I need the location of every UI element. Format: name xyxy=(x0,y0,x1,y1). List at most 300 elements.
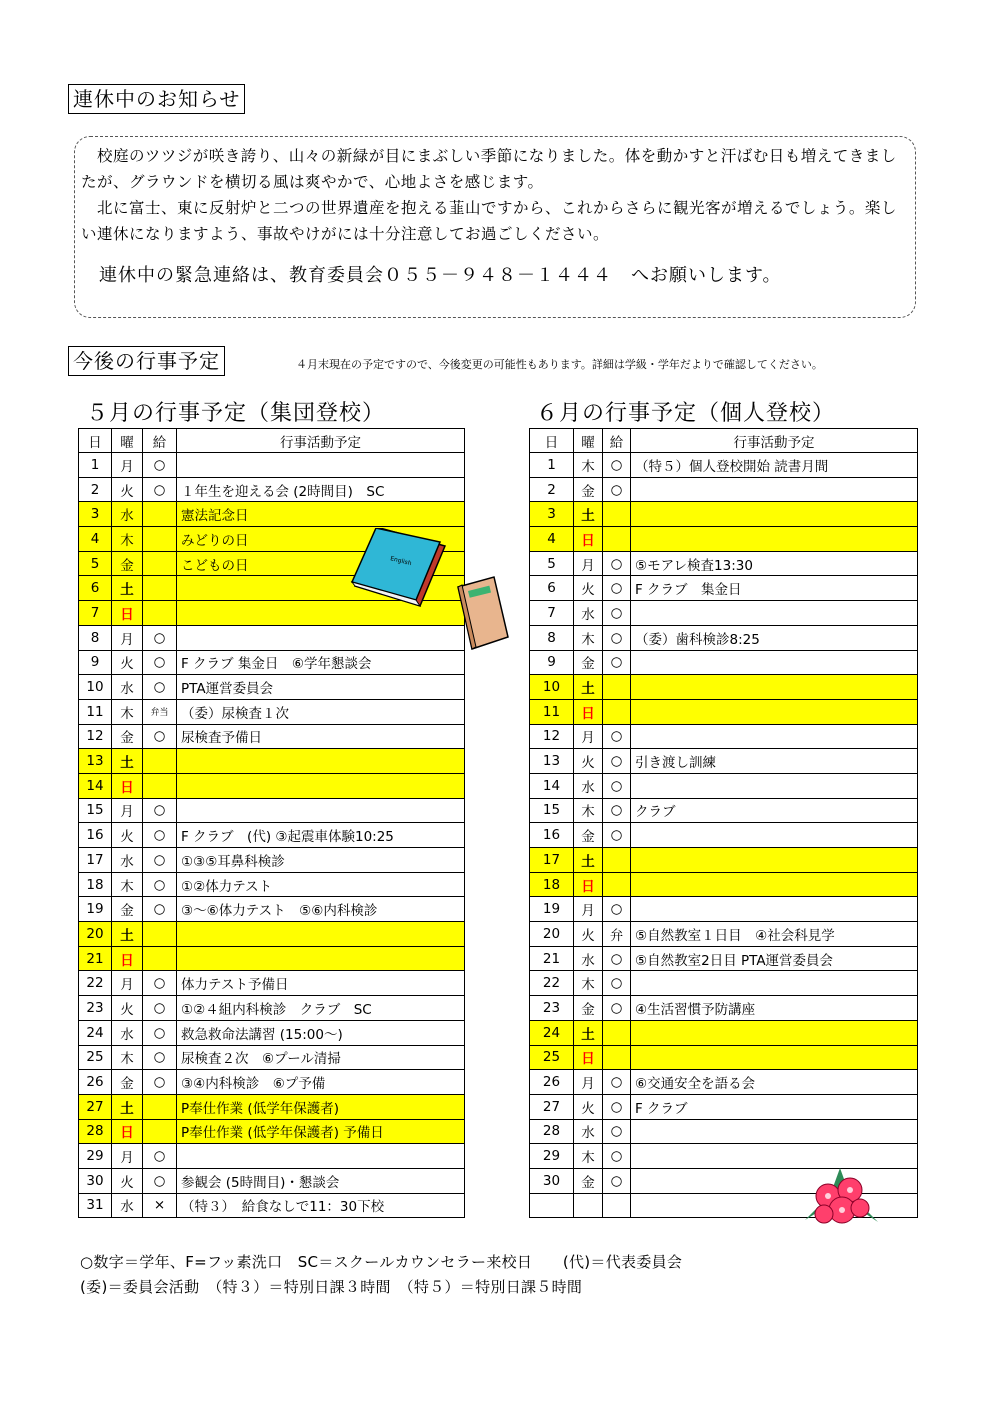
day-cell: 18 xyxy=(530,872,574,897)
day-cell: 6 xyxy=(530,576,574,601)
table-row xyxy=(530,971,918,996)
lunch-cell: ○ xyxy=(143,996,177,1021)
table-row xyxy=(530,749,918,774)
activity-cell: ⑥交通安全を語る会 xyxy=(631,1070,918,1095)
table-row xyxy=(79,1119,465,1144)
activity-cell xyxy=(631,699,918,724)
table-row xyxy=(530,946,918,971)
weekday-cell: 金 xyxy=(112,724,143,749)
table-row xyxy=(530,551,918,576)
day-cell: 11 xyxy=(530,699,574,724)
lunch-cell: ○ xyxy=(143,453,177,478)
day-cell: 21 xyxy=(530,946,574,971)
day-cell: 22 xyxy=(530,971,574,996)
activity-cell: F クラブ xyxy=(631,1094,918,1119)
activity-cell: F クラブ 集金日 xyxy=(631,576,918,601)
lunch-cell: ○ xyxy=(603,823,631,848)
weekday-cell: 日 xyxy=(112,1119,143,1144)
weekday-cell: 水 xyxy=(112,502,143,527)
day-cell: 19 xyxy=(79,897,112,922)
lunch-cell xyxy=(603,502,631,527)
day-cell: 25 xyxy=(79,1045,112,1070)
june-title: ６月の行事予定（個人登校） xyxy=(536,401,836,426)
table-row xyxy=(530,502,918,527)
lunch-cell: ○ xyxy=(143,872,177,897)
table-row xyxy=(530,1045,918,1070)
activity-cell: PTA運営委員会 xyxy=(177,675,465,700)
day-cell: 28 xyxy=(79,1119,112,1144)
activity-cell xyxy=(631,477,918,502)
day-cell: 10 xyxy=(79,675,112,700)
lunch-cell: ○ xyxy=(143,1144,177,1169)
activity-cell: ①②体力テスト xyxy=(177,872,465,897)
notice-title: 連休中のお知らせ xyxy=(68,84,245,114)
weekday-cell: 木 xyxy=(574,625,603,650)
day-cell: 20 xyxy=(79,922,112,947)
weekday-cell: 土 xyxy=(574,502,603,527)
day-cell: 29 xyxy=(530,1144,574,1169)
table-row xyxy=(530,848,918,873)
legend-line-2: (委)＝委員会活動 （特３）＝特別日課３時間 （特５）＝特別日課５時間 xyxy=(80,1278,583,1296)
lunch-cell xyxy=(143,527,177,552)
table-header-row xyxy=(79,429,465,453)
day-cell: 5 xyxy=(79,551,112,576)
activity-cell xyxy=(631,1045,918,1070)
activity-cell: （委）歯科検診8:25 xyxy=(631,625,918,650)
activity-cell: 救急救命法講習 (15:00～) xyxy=(177,1020,465,1045)
day-cell: 8 xyxy=(530,625,574,650)
weekday-cell: 月 xyxy=(112,798,143,823)
weekday-cell: 土 xyxy=(574,675,603,700)
activity-cell: （特５）個人登校開始 読書月間 xyxy=(631,453,918,478)
table-row xyxy=(530,1119,918,1144)
weekday-cell: 金 xyxy=(112,1070,143,1095)
lunch-cell xyxy=(143,922,177,947)
day-cell: 14 xyxy=(530,773,574,798)
activity-cell xyxy=(631,1119,918,1144)
weekday-cell: 金 xyxy=(574,996,603,1021)
table-row xyxy=(79,922,465,947)
lunch-cell: ○ xyxy=(603,1094,631,1119)
lunch-cell xyxy=(143,601,177,626)
weekday-cell: 金 xyxy=(112,897,143,922)
activity-cell xyxy=(177,798,465,823)
day-cell: 20 xyxy=(530,922,574,947)
header-weekday: 曜 xyxy=(112,429,143,453)
table-row xyxy=(530,773,918,798)
day-cell: 30 xyxy=(79,1168,112,1193)
lunch-cell: ○ xyxy=(603,601,631,626)
lunch-cell: ○ xyxy=(143,650,177,675)
day-cell: 31 xyxy=(79,1193,112,1218)
activity-cell xyxy=(631,502,918,527)
lunch-cell: ○ xyxy=(143,1020,177,1045)
weekday-cell: 水 xyxy=(574,601,603,626)
day-cell: 27 xyxy=(79,1094,112,1119)
day-cell: 3 xyxy=(79,502,112,527)
weekday-cell: 月 xyxy=(574,897,603,922)
lunch-cell: ○ xyxy=(143,625,177,650)
day-cell: 2 xyxy=(79,477,112,502)
lunch-cell: ○ xyxy=(603,453,631,478)
lunch-cell: ○ xyxy=(603,1119,631,1144)
weekday-cell: 土 xyxy=(574,848,603,873)
day-cell: 24 xyxy=(530,1020,574,1045)
weekday-cell: 水 xyxy=(112,848,143,873)
weekday-cell: 日 xyxy=(574,699,603,724)
day-cell: 13 xyxy=(79,749,112,774)
weekday-cell: 水 xyxy=(574,773,603,798)
notice-paragraph-1: 校庭のツツジが咲き誇り、山々の新緑が目にまぶしい季節になりました。体を動かすと汗ばむ日も増えてきましたが、グラウンドを横切る風は爽やかで、心地よさを感じます。 xyxy=(81,147,897,191)
weekday-cell: 木 xyxy=(112,527,143,552)
lunch-cell: ○ xyxy=(143,897,177,922)
table-row xyxy=(79,897,465,922)
lunch-cell xyxy=(603,1045,631,1070)
activity-cell: 参観会 (5時間目)・懇談会 xyxy=(177,1168,465,1193)
lunch-cell xyxy=(143,1094,177,1119)
day-cell: 1 xyxy=(530,453,574,478)
activity-cell: １年生を迎える会 (2時間目) SC xyxy=(177,477,465,502)
weekday-cell: 土 xyxy=(112,749,143,774)
lunch-cell xyxy=(603,872,631,897)
activity-cell: （委）尿検査１次 xyxy=(177,699,465,724)
weekday-cell: 日 xyxy=(112,946,143,971)
weekday-cell: 木 xyxy=(112,1045,143,1070)
weekday-cell: 水 xyxy=(574,946,603,971)
weekday-cell: 土 xyxy=(112,576,143,601)
table-row xyxy=(530,527,918,552)
table-row xyxy=(79,946,465,971)
day-cell: 19 xyxy=(530,897,574,922)
lunch-cell: ○ xyxy=(603,1144,631,1169)
lunch-cell: ○ xyxy=(603,773,631,798)
activity-cell: ④生活習慣予防講座 xyxy=(631,996,918,1021)
weekday-cell: 火 xyxy=(112,477,143,502)
weekday-cell: 木 xyxy=(574,798,603,823)
day-cell: 8 xyxy=(79,625,112,650)
table-row xyxy=(530,625,918,650)
day-cell: 23 xyxy=(79,996,112,1021)
activity-cell: 尿検査２次 ⑥プール清掃 xyxy=(177,1045,465,1070)
lunch-cell: ○ xyxy=(603,798,631,823)
table-row xyxy=(79,1193,465,1218)
may-title: ５月の行事予定（集団登校） xyxy=(86,401,386,426)
weekday-cell: 日 xyxy=(574,1045,603,1070)
weekday-cell: 日 xyxy=(112,773,143,798)
weekday-cell: 金 xyxy=(574,650,603,675)
lunch-cell xyxy=(603,675,631,700)
june-schedule-table xyxy=(529,428,918,1218)
day-cell: 9 xyxy=(530,650,574,675)
weekday-cell: 水 xyxy=(574,1119,603,1144)
weekday-cell: 土 xyxy=(574,1020,603,1045)
activity-cell xyxy=(631,1020,918,1045)
activity-cell xyxy=(631,848,918,873)
table-row xyxy=(79,996,465,1021)
weekday-cell: 日 xyxy=(574,527,603,552)
day-cell: 1 xyxy=(79,453,112,478)
azalea-flower-illustration xyxy=(800,1160,882,1232)
notice-box xyxy=(74,136,916,318)
table-row xyxy=(530,823,918,848)
table-row xyxy=(79,650,465,675)
table-row xyxy=(530,724,918,749)
lunch-cell: ○ xyxy=(603,551,631,576)
lunch-cell xyxy=(143,502,177,527)
activity-cell xyxy=(631,601,918,626)
table-row xyxy=(79,1094,465,1119)
day-cell: 7 xyxy=(530,601,574,626)
activity-cell: 憲法記念日 xyxy=(177,502,465,527)
activity-cell xyxy=(177,946,465,971)
activity-cell: ③～⑥体力テスト ⑤⑥内科検診 xyxy=(177,897,465,922)
table-row xyxy=(79,724,465,749)
day-cell: 7 xyxy=(79,601,112,626)
weekday-cell: 金 xyxy=(574,477,603,502)
lunch-cell xyxy=(603,699,631,724)
table-row xyxy=(530,996,918,1021)
table-row xyxy=(79,823,465,848)
weekday-cell: 火 xyxy=(112,823,143,848)
weekday-cell: 月 xyxy=(112,625,143,650)
weekday-cell: 月 xyxy=(112,453,143,478)
activity-cell: ⑤自然教室１日目 ④社会科見学 xyxy=(631,922,918,947)
lunch-cell: ○ xyxy=(143,823,177,848)
day-cell: 15 xyxy=(79,798,112,823)
table-row xyxy=(79,675,465,700)
activity-cell xyxy=(177,922,465,947)
activity-cell: F クラブ (代) ③起震車体験10:25 xyxy=(177,823,465,848)
header-day: 日 xyxy=(530,429,574,453)
table-row xyxy=(530,1070,918,1095)
day-cell: 26 xyxy=(530,1070,574,1095)
table-row xyxy=(79,872,465,897)
table-row xyxy=(79,477,465,502)
table-row xyxy=(530,650,918,675)
lunch-cell: ○ xyxy=(143,1045,177,1070)
lunch-cell: ○ xyxy=(603,1168,631,1193)
weekday-cell: 土 xyxy=(112,1094,143,1119)
header-lunch: 給 xyxy=(603,429,631,453)
weekday-cell: 火 xyxy=(574,576,603,601)
day-cell: 21 xyxy=(79,946,112,971)
table-row xyxy=(79,848,465,873)
activity-cell: ①②４組内科検診 クラブ SC xyxy=(177,996,465,1021)
lunch-cell xyxy=(143,576,177,601)
weekday-cell: 火 xyxy=(112,1168,143,1193)
notice-paragraph-2: 北に富士、東に反射炉と二つの世界遺産を抱える韮山ですから、これからさらに観光客が増えるでしょう。楽しい連休になりますよう、事故やけがには十分注意してお過ごしください。 xyxy=(81,199,897,243)
book-illustration-2 xyxy=(452,575,512,655)
lunch-cell: ○ xyxy=(143,1168,177,1193)
day-cell: 14 xyxy=(79,773,112,798)
weekday-cell: 水 xyxy=(112,1193,143,1218)
weekday-cell: 月 xyxy=(112,971,143,996)
day-cell: 12 xyxy=(530,724,574,749)
activity-cell: クラブ xyxy=(631,798,918,823)
lunch-cell: 弁当 xyxy=(143,699,177,724)
day-cell: 26 xyxy=(79,1070,112,1095)
activity-cell: （特３） 給食なしで11：30下校 xyxy=(177,1193,465,1218)
day-cell: 28 xyxy=(530,1119,574,1144)
lunch-cell xyxy=(143,773,177,798)
lunch-cell: ○ xyxy=(143,675,177,700)
table-row xyxy=(530,872,918,897)
day-cell: 30 xyxy=(530,1168,574,1193)
activity-cell xyxy=(631,650,918,675)
lunch-cell xyxy=(143,551,177,576)
events-title: 今後の行事予定 xyxy=(68,346,225,376)
lunch-cell: ○ xyxy=(603,724,631,749)
day-cell: 4 xyxy=(530,527,574,552)
day-cell: 12 xyxy=(79,724,112,749)
lunch-cell: ○ xyxy=(603,971,631,996)
table-row xyxy=(530,477,918,502)
table-row xyxy=(530,1020,918,1045)
activity-cell xyxy=(631,897,918,922)
weekday-cell: 土 xyxy=(112,922,143,947)
table-row xyxy=(79,1070,465,1095)
activity-cell: ⑤モアレ検査13:30 xyxy=(631,551,918,576)
lunch-cell: ○ xyxy=(603,576,631,601)
table-row xyxy=(79,1045,465,1070)
weekday-cell: 月 xyxy=(574,551,603,576)
weekday-cell: 木 xyxy=(574,971,603,996)
activity-cell xyxy=(177,625,465,650)
day-cell: 23 xyxy=(530,996,574,1021)
book-cover-text: English xyxy=(389,555,413,568)
day-cell: 17 xyxy=(530,848,574,873)
weekday-cell: 水 xyxy=(112,1020,143,1045)
weekday-cell: 火 xyxy=(112,996,143,1021)
table-row xyxy=(79,1168,465,1193)
weekday-cell: 木 xyxy=(112,872,143,897)
activity-cell xyxy=(177,1144,465,1169)
lunch-cell: ○ xyxy=(143,798,177,823)
weekday-cell: 火 xyxy=(112,650,143,675)
events-note: ４月末現在の予定ですので、今後変更の可能性もあります。詳細は学級・学年だよりで確認してください。 xyxy=(296,358,823,371)
activity-cell: こどもの日 xyxy=(177,551,465,576)
day-cell: 25 xyxy=(530,1045,574,1070)
weekday-cell: 金 xyxy=(574,823,603,848)
lunch-cell: ○ xyxy=(603,1070,631,1095)
table-row xyxy=(79,1144,465,1169)
weekday-cell: 火 xyxy=(574,749,603,774)
day-cell: 9 xyxy=(79,650,112,675)
weekday-cell: 日 xyxy=(574,872,603,897)
day-cell xyxy=(530,1193,574,1218)
lunch-cell: ○ xyxy=(603,749,631,774)
day-cell: 15 xyxy=(530,798,574,823)
weekday-cell: 月 xyxy=(112,1144,143,1169)
header-weekday: 曜 xyxy=(574,429,603,453)
day-cell: 2 xyxy=(530,477,574,502)
lunch-cell xyxy=(603,1193,631,1218)
day-cell: 16 xyxy=(530,823,574,848)
lunch-cell xyxy=(143,1119,177,1144)
lunch-cell: ○ xyxy=(143,1070,177,1095)
lunch-cell xyxy=(143,749,177,774)
weekday-cell: 金 xyxy=(574,1168,603,1193)
activity-cell xyxy=(177,453,465,478)
day-cell: 22 xyxy=(79,971,112,996)
lunch-cell xyxy=(603,527,631,552)
table-row xyxy=(79,625,465,650)
activity-cell xyxy=(177,749,465,774)
table-row xyxy=(79,773,465,798)
table-row xyxy=(530,453,918,478)
weekday-cell: 月 xyxy=(574,724,603,749)
table-row xyxy=(530,699,918,724)
weekday-cell: 火 xyxy=(574,1094,603,1119)
activity-cell: ⑤自然教室2日目 PTA運営委員会 xyxy=(631,946,918,971)
day-cell: 11 xyxy=(79,699,112,724)
lunch-cell: ○ xyxy=(603,650,631,675)
lunch-cell xyxy=(603,848,631,873)
day-cell: 17 xyxy=(79,848,112,873)
lunch-cell: ○ xyxy=(603,946,631,971)
day-cell: 13 xyxy=(530,749,574,774)
activity-cell: F クラブ 集金日 ⑥学年懇談会 xyxy=(177,650,465,675)
table-row xyxy=(79,1020,465,1045)
legend xyxy=(80,1250,682,1300)
emergency-contact: 連休中の緊急連絡は、教育委員会０５５－９４８－１４４４ へお願いします。 xyxy=(99,265,782,286)
lunch-cell: ○ xyxy=(603,897,631,922)
header-activity: 行事活動予定 xyxy=(177,429,465,453)
activity-cell xyxy=(631,971,918,996)
activity-cell: 引き渡し訓練 xyxy=(631,749,918,774)
table-row xyxy=(530,1094,918,1119)
lunch-cell: × xyxy=(143,1193,177,1218)
activity-cell: みどりの日 xyxy=(177,527,465,552)
weekday-cell: 月 xyxy=(574,1070,603,1095)
table-row xyxy=(530,675,918,700)
table-row xyxy=(530,798,918,823)
table-row xyxy=(79,699,465,724)
day-cell: 24 xyxy=(79,1020,112,1045)
lunch-cell: ○ xyxy=(143,848,177,873)
table-row xyxy=(79,453,465,478)
lunch-cell: 弁 xyxy=(603,922,631,947)
day-cell: 3 xyxy=(530,502,574,527)
activity-cell: ①③⑤耳鼻科検診 xyxy=(177,848,465,873)
weekday-cell xyxy=(574,1193,603,1218)
day-cell: 27 xyxy=(530,1094,574,1119)
activity-cell: P奉仕作業 (低学年保護者) 予備日 xyxy=(177,1119,465,1144)
lunch-cell: ○ xyxy=(603,625,631,650)
header-day: 日 xyxy=(79,429,112,453)
activity-cell xyxy=(631,823,918,848)
weekday-cell: 日 xyxy=(112,601,143,626)
weekday-cell: 木 xyxy=(112,699,143,724)
lunch-cell xyxy=(143,946,177,971)
table-row xyxy=(79,749,465,774)
lunch-cell: ○ xyxy=(143,971,177,996)
table-row xyxy=(79,502,465,527)
weekday-cell: 木 xyxy=(574,453,603,478)
weekday-cell: 水 xyxy=(112,675,143,700)
book-illustration xyxy=(350,528,460,608)
activity-cell: ③④内科検診 ⑥プ予備 xyxy=(177,1070,465,1095)
table-row xyxy=(530,897,918,922)
day-cell: 5 xyxy=(530,551,574,576)
table-row xyxy=(530,922,918,947)
day-cell: 29 xyxy=(79,1144,112,1169)
lunch-cell: ○ xyxy=(603,477,631,502)
day-cell: 4 xyxy=(79,527,112,552)
legend-line-1: ○数字＝学年、F=フッ素洗口 SC＝スクールカウンセラー来校日 (代)＝代表委員会 xyxy=(80,1253,683,1271)
activity-cell: P奉仕作業 (低学年保護者) xyxy=(177,1094,465,1119)
day-cell: 6 xyxy=(79,576,112,601)
